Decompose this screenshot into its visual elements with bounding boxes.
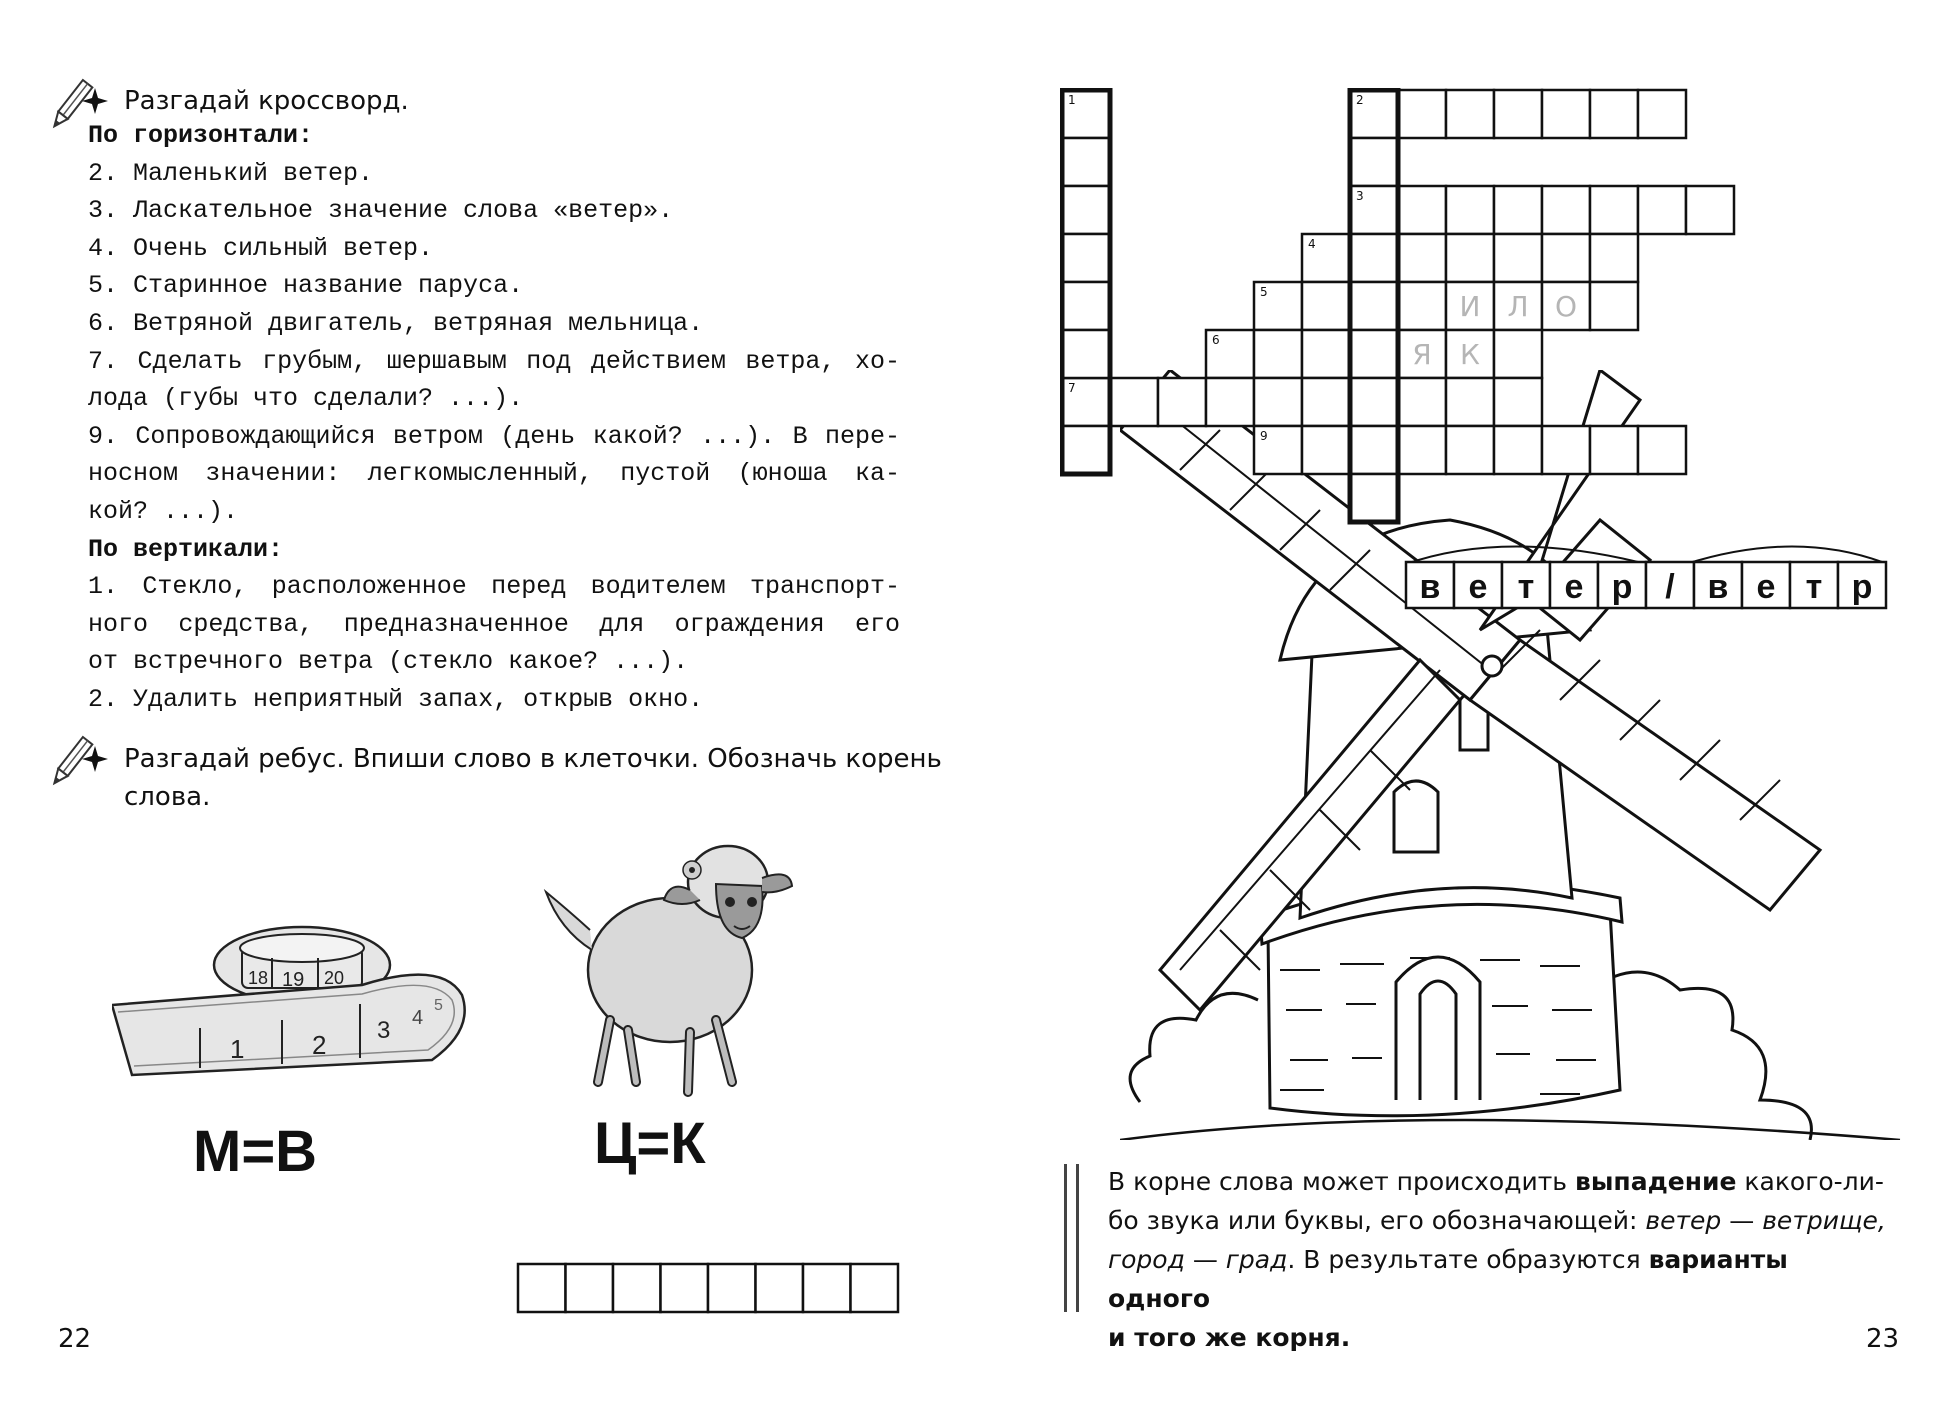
clue-v1-line3: от встречного ветра (стекло какое? ...). [88,647,689,677]
vertical-heading: По вертикали: [88,534,284,564]
rule-example: град [1225,1245,1288,1274]
cell-number: 4 [1308,237,1316,251]
tape-number: 3 [377,1017,391,1044]
root-letter: р [1611,568,1633,606]
tape-number: 20 [324,968,345,988]
clue-v2: 2. Удалить неприятный запах, открыв окно. [88,684,704,714]
root-letter: в [1707,568,1729,606]
crossword-grid[interactable] [1060,88,1800,530]
cell-number: 9 [1260,429,1268,443]
task2-title-line2: слова. [124,782,211,812]
rule-text-part: — [1184,1245,1226,1274]
clue-h7-line1: 7. Сделать грубым, шершавым под действием ветра, хо- [88,346,900,376]
rule-text [1108,1162,1888,1357]
horizontal-heading: По горизонтали: [88,121,314,150]
hint-letter: К [1460,338,1480,371]
clue-h5: 5. Старинное название паруса. [88,271,524,301]
rule-bold: и того же корня. [1108,1323,1351,1352]
clue-h9-line2: носном значении: легкомысленный, пустой (юноша ка- [88,459,900,489]
root-letter: е [1756,568,1776,606]
cell-number: 7 [1068,381,1076,395]
crossword-clues [88,117,900,719]
hint-letter: Л [1507,290,1529,323]
rule-bar [1076,1164,1079,1312]
root-letter: / [1665,568,1675,606]
clue-h9-line1: 9. Сопровождающийся ветром (день какой? ...). В пере- [88,421,900,451]
task2-title-line1: Разгадай ребус. Впиши слово в клеточки. Обозначь корень [124,744,942,774]
hint-letter: И [1459,290,1481,323]
rule-text-part: В корне слова может происходить [1108,1167,1575,1196]
root-letter: т [1805,568,1823,606]
cell-number: 2 [1356,93,1364,107]
page-number-right: 23 [1866,1324,1900,1354]
star-icon [82,88,108,114]
rebus-answer-cells[interactable] [516,1262,904,1314]
rule-text-part: бо звука или буквы, его обозначающей: [1108,1206,1646,1235]
cell-number: 3 [1356,189,1364,203]
clue-h3: 3. Ласкательное значение слова «ветер». [88,196,674,226]
clue-h6: 6. Ветряной двигатель, ветряная мельница. [88,308,704,338]
rule-example: город [1108,1245,1185,1274]
tape-number: 2 [312,1030,327,1060]
cell-number: 6 [1212,333,1220,347]
tape-number: 18 [248,968,269,988]
clue-v1-line2: ного средства, предназначенное для ограждения его [88,609,900,639]
clue-h9-line3: кой? ...). [88,496,239,526]
clue-h4: 4. Очень сильный ветер. [88,233,434,263]
measuring-tape-image [112,900,472,1090]
rule-text-part: какого-ли- [1736,1167,1884,1196]
root-letter: в [1419,568,1441,606]
star-icon [82,746,108,772]
hint-letter: О [1554,290,1578,323]
sheep-image [540,820,800,1110]
clue-h7-line2: лода (губы что сделали? ...). [88,384,524,414]
page-number-left: 22 [58,1324,92,1354]
rule-bar [1064,1164,1067,1312]
rule-bold: выпадение [1575,1167,1737,1196]
rebus-hint-2: Ц=К [594,1111,706,1176]
rule-example: ветрище, [1762,1206,1886,1235]
tape-number: 5 [434,997,443,1014]
root-letter: е [1468,568,1488,606]
rule-text-part: — [1721,1206,1763,1235]
root-letter: р [1851,568,1873,606]
cell-number: 1 [1068,93,1076,107]
task1-title: Разгадай кроссворд. [124,86,409,116]
tape-number: 1 [230,1034,245,1064]
rule-text-part: . В результате образуются [1287,1245,1649,1274]
clue-v1-line1: 1. Стекло, расположенное перед водителем транспорт- [88,572,900,602]
rebus-hint-1: М=В [193,1119,318,1184]
tape-number: 19 [282,969,305,991]
cell-number: 5 [1260,285,1268,299]
rule-bold: варианты одного [1108,1245,1788,1313]
root-letter: е [1564,568,1584,606]
tape-number: 4 [412,1007,424,1029]
root-letter: т [1517,568,1535,606]
rule-example: ветер [1645,1206,1722,1235]
root-variants-strip [1404,528,1890,612]
clue-h2: 2. Маленький ветер. [88,158,374,188]
hint-letter: Я [1412,338,1432,371]
